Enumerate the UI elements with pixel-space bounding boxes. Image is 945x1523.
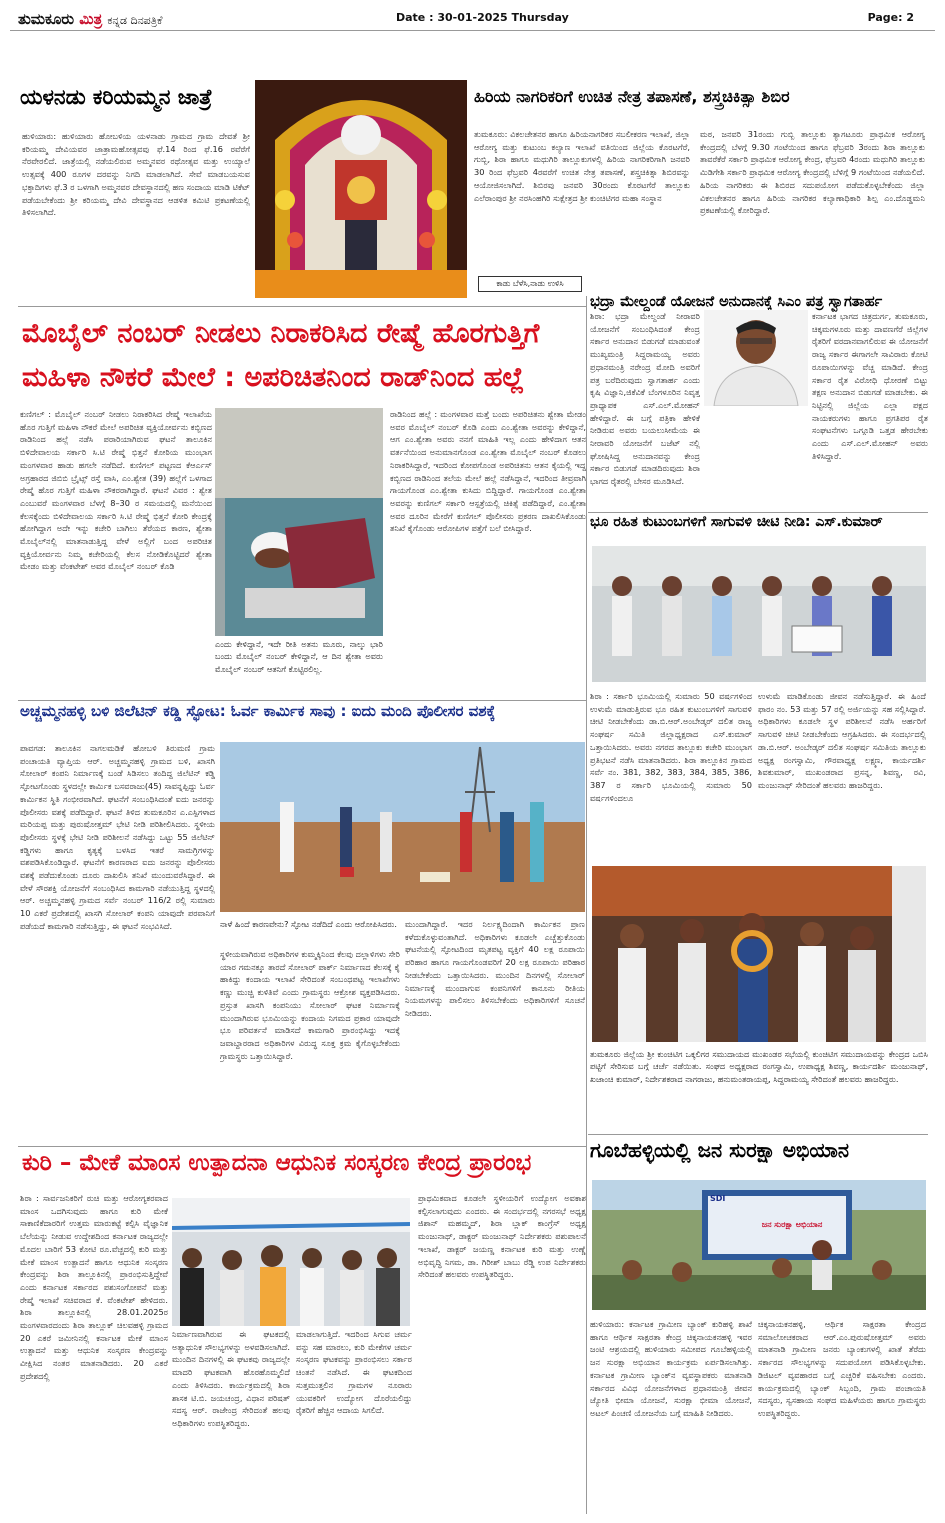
story8-col3: ಮಾಡಲಾಗುತ್ತಿದೆ. ಇದರಿಂದ ಸಿಗುವ ಚರ್ಮ ವನ್ನು ಸಹ ಮಾರಲು, ಕುರಿ ಮೇಕೆಗಳ ಚರ್ಮ ಸಂಸ್ಕರಣ ಘಟಕವನ್ನು ಪ್ರಾರಂಭಿಸಲು ಸರ್ಕಾರ ಚಿಂತನೆ ನಡೆಸಿದೆ. ಈ ಘಟಕದಿಂದ ಸುತ್ತಮುತ್ತಲಿನ ಗ್ರಾಮಗಳ ನೂರಾರು ಯುವಕರಿಗೆ ಉದ್ಯೋಗ ದೊರೆಯಲಿದ್ದು ರೈತರಿಗೆ ಹೆಚ್ಚಿನ ಆದಾಯ ಸಿಗಲಿದೆ. bbox=[296, 1329, 412, 1416]
jan-suraksha-photo-svg bbox=[592, 1180, 926, 1310]
story8-col1: ಶಿರಾ : ಸಾರ್ವಜನಿಕರಿಗೆ ರುಚಿ ಮತ್ತು ಆರೋಗ್ಯಕರವಾದ ಮಾಂಸ ಒದಗಿಸುವುದು ಹಾಗೂ ಕುರಿ ಮೇಕೆ ಸಾಕಾಣಿಕೆದಾರರಿಗೆ ಉತ್ತಮ ಮಾರುಕಟ್ಟೆ ಕಲ್ಪಿಸಿ ವೈಜ್ಞಾನಿಕ ಬೆಲೆಯನ್ನು ನೀಡುವ ಉದ್ದೇಶದಿಂದ ಕರ್ನಾಟಕ ರಾಜ್ಯದಲ್ಲೇ ಮೊದಲ ಬಾರಿಗೆ 53 ಕೋಟಿ ರೂ.ವೆಚ್ಚದಲ್ಲಿ ಕುರಿ ಮತ್ತು ಮೇಕೆ ಮಾಂಸ ಉತ್ಪಾದನೆ ಹಾಗೂ ಆಧುನಿಕ ಸಂಸ್ಕರಣ ಕೇಂದ್ರವನ್ನು ಶಿರಾ ತಾಲ್ಲೂಕಿನಲ್ಲಿ ಪ್ರಾರಂಭಿಸುತ್ತಿದ್ದೇವೆ ಎಂದು ಕರ್ನಾಟಕ ಸರ್ಕಾರದ ಪಶುಸಂಗೋಪನೆ ಮತ್ತು ರೇಷ್ಮೆ ಇಲಾಖೆ ಸಚಿವರಾದ ಕೆ. ವೆಂಕಟೇಶ್ ಹೇಳಿದರು. ಶಿರಾ ತಾಲ್ಲೂಕಿನಲ್ಲಿ 28.01.2025ರ ಮಂಗಳವಾರದಂದು ಶಿರಾ ತಾಲ್ಲೂಕ್ ಚಿಲವಹಳ್ಳಿ ಗ್ರಾಮದ 20 ಎಕರೆ ಜಮೀನಿನಲ್ಲಿ ಕರ್ನಾಟಕ ಮೇಕೆ ಮಾಂಸ ಉತ್ಪಾದನೆ ಮತ್ತು ಆಧುನಿಕ ಸಂಸ್ಕರಣ ಕೇಂದ್ರವನ್ನು ವೀಕ್ಷಿಸಿದ ನಂತರ ಮಾತನಾಡಿದರು. 20 ಎಕರೆ ಪ್ರದೇಶದಲ್ಲಿ bbox=[20, 1193, 168, 1381]
blast-site-photo-svg bbox=[220, 742, 585, 912]
story9-headline: ಗೂಬೆಹಳ್ಳಿಯಲ್ಲಿ ಜನ ಸುರಕ್ಷಾ ಅಭಿಯಾನ bbox=[590, 1138, 849, 1162]
story5-photo-caption: ನಾಳೆ ಹಿಂದೆ ಕಾರಣವೇನು? ಸ್ಫೋಟ ನಡೆದಿದೆ ಎಂದು ಆರೋಪಿಸಿದರು. bbox=[220, 919, 397, 929]
story2-headline: ಹಿರಿಯ ನಾಗರಿಕರಿಗೆ ಉಚಿತ ನೇತ್ರ ತಪಾಸಣೆ, ಶಸ್ತ್ರಚಿಕಿತ್ಸಾ ಶಿಬಿರ bbox=[474, 87, 790, 106]
temple-photo-svg bbox=[255, 80, 467, 298]
mohan-photo bbox=[704, 310, 808, 406]
story3-col-left: ಶಿರಾ: ಭದ್ರಾ ಮೇಲ್ದಂಡೆ ನೀರಾವರಿ ಯೋಜನೆಗೆ ಸಂಬಂಧಿಸಿದಂತೆ ಕೇಂದ್ರ ಸರ್ಕಾರ ಅನುದಾನ ಬಿಡುಗಡೆ ಮಾಡುವಂತೆ ಮುಖ್ಯಮಂತ್ರಿ ಸಿದ್ದರಾಮಯ್ಯ ಅವರು ಪ್ರಧಾನಮಂತ್ರಿ ನರೇಂದ್ರ ಮೋದಿ ಅವರಿಗೆ ಪತ್ರ ಬರೆದಿರುವುದು ಸ್ವಾಗತಾರ್ಹ ಎಂದು ಕೃಷಿ ವಿಜ್ಞಾನಿ,ಜಿಕೆವಿಕೆ ಬೆಂಗಳೂರಿನ ನಿವೃತ್ತ ಪ್ರಾಧ್ಯಾಪಕ ಎಸ್.ಎಲ್.ಮೋಹನ್ ಹೇಳಿದ್ದಾರೆ. ಈ ಬಗ್ಗೆ ಪತ್ರಿಕಾ ಹೇಳಿಕೆ ನೀಡಿರುವ ಅವರು ಬಯಲುಸೀಮೆಯ ಈ ನೀರಾವರಿ ಯೋಜನೆಗೆ ಬಜೆಟ್ ನಲ್ಲಿ ಘೋಷಿಸಿದ್ದ ಅನುದಾನವನ್ನು ಕೇಂದ್ರ ಸರ್ಕಾರ ಬಿಡುಗಡೆ ಮಾಡದಿರುವುದು ಶಿರಾ ಭಾಗದ ರೈತರಲ್ಲಿ ಬೇಸರ ಮೂಡಿಸಿದೆ. bbox=[590, 311, 700, 487]
story5-col1: ಪಾವಗಡ: ತಾಲೂಕಿನ ನಾಗಲಮಡಿಕೆ ಹೋಬಳಿ ತಿರುಮಣಿ ಗ್ರಾಮ ಪಂಚಾಯತಿ ವ್ಯಾಪ್ತಿಯ ಆರ್. ಅಚ್ಚಮ್ಮನಹಳ್ಳಿ ಗ್ರಾಮದ ಬಳಿ, ಖಾಸಗಿ ಸೋಲಾರ್ ಕಂಪನಿ ನಿರ್ಮಾಣಕ್ಕೆ ಬಂಡೆ ಸಿಡಿಸಲು ತಂದಿದ್ದ ಜಿಲೆಟಿನ್ ಕಡ್ಡಿ ಸ್ಫೋಟಗೊಂಡು ಸ್ಥಳದಲ್ಲೇ ಕಾರ್ಮಿಕ ಬಸವರಾಜು(45) ಸಾವನ್ನಪ್ಪಿದ್ದು ಓರ್ವ ಕಾರ್ಮಿಕನ ಸ್ಥಿತಿ ಗಂಭೀರವಾಗಿದೆ. ಘಟನೆಗೆ ಸಂಬಂಧಿಸಿದಂತೆ ಐದು ಜನರನ್ನು ಪೊಲೀಸರು ವಶಕ್ಕೆ ಪಡೆದಿದ್ದಾರೆ. ಘಟನೆ ತಿಳಿದ ತುಮಕೂರಿನ ಎ.ಎಸ್ಪಿಗಳಾದ ಮರಿಯಪ್ಪ ಮತ್ತು ಪುರುಷೋತ್ತಮ್ ಭೇಟಿ ನೀಡಿ ಪರಿಶೀಲಿಸಿದರು. ಸ್ಥಳೀಯ ಪೊಲೀಸರು ಸ್ಥಳಕ್ಕೆ ಭೇಟಿ ನೀಡಿ ಪರಿಶೀಲನೆ ನಡೆಸಿದ್ದು ಒಟ್ಟು 55 ಜಿಲೆಟಿನ್ ಕಡ್ಡಿಗಳು ಹಾಗೂ ಕೃತ್ಯಕ್ಕೆ ಬಳಸಿದ ಇತರೆ ಸಾಮಗ್ರಿಗಳನ್ನು ವಶಪಡಿಸಿಕೊಂಡಿದ್ದಾರೆ. ಘಟನೆಗೆ ಕಾರಣರಾದ ಐದು ಜನರನ್ನು ಪೊಲೀಸರು ವಶಕ್ಕೆ ಪಡೆದುಕೊಂಡು ದೂರು ದಾಖಲಿಸಿ ತನಿಖೆ ಮುಂದುವರೆಸಿದ್ದಾರೆ. ಈ ವೇಳೆ ಸೌರಶಕ್ತಿ ಯೋಜನೆಗೆ ಸಂಬಂಧಿಸಿದ ಕಾಮಗಾರಿ ನಡೆಯುತ್ತಿದ್ದ ಸ್ಥಳದಲ್ಲಿ ಆರ್. ಅಚ್ಚಮ್ಮನಹಳ್ಳಿ ಗ್ರಾಮದ ಸರ್ವೆ ನಂಬರ್ 116/2 ರಲ್ಲಿ ಸುಮಾರು 10 ಎಕರೆ ಪ್ರದೇಶದಲ್ಲಿ ಖಾಸಗಿ ಸೋಲಾರ್ ಕಂಪನಿ ಯಾವುದೇ ಪರವಾನಿಗೆ ಪಡೆಯದೆ ಕಾಮಗಾರಿ ನಡೆಸುತ್ತಿದ್ದು, ಈ ಘಟನೆ ಸಂಭವಿಸಿದೆ. bbox=[20, 743, 215, 931]
story5-headline: ಅಚ್ಚಮ್ಮನಹಳ್ಳಿ ಬಳಿ ಜಿಲೆಟಿನ್ ಕಡ್ಡಿ ಸ್ಫೋಟ: ಓರ್ವ ಕಾರ್ಮಿಕ ಸಾವು : ಐದು ಮಂದಿ ಪೊಲೀಸರ ವಶಕ್ಕೆ bbox=[20, 702, 496, 720]
story7-caption: ತುಮಕೂರು ಜಿಲ್ಲೆಯ ಶ್ರೀ ಕುಂಚಿಟಿಗ ಒಕ್ಕಲಿಗರ ಸಮುದಾಯದ ಮುಖಂಡರ ಸಭೆಯಲ್ಲಿ ಕುಂಚಿಟಿಗ ಸಮುದಾಯವನ್ನು ಕೇಂದ್ರದ ಒಬಿಸಿ ಪಟ್ಟಿಗೆ ಸೇರಿಸುವ ಬಗ್ಗೆ ಚರ್ಚೆ ನಡೆಯಿತು. ಸಂಘದ ಅಧ್ಯಕ್ಷರಾದ ರಂಗಸ್ವಾಮಿ, ಉಪಾಧ್ಯಕ್ಷ ಶಿವಣ್ಣ, ಕಾರ್ಯದರ್ಶಿ ಮಂಜುನಾಥ್, ಖಜಾಂಚಿ ಕುಮಾರ್, ನಿರ್ದೇಶಕರಾದ ನಾಗರಾಜು, ಹನುಮಂತರಾಯಪ್ಪ, ಸಿದ್ದರಾಮಯ್ಯ ಸೇರಿದಂತೆ ಹಲವರು ಹಾಜರಿದ್ದರು. bbox=[590, 1049, 928, 1084]
story6-col1: ಶಿರಾ : ಸರ್ಕಾರಿ ಭೂಮಿಯಲ್ಲಿ ಸುಮಾರು 50 ವರ್ಷಗಳಿಂದ ಉಳುಮೆ ಮಾಡುತ್ತಿರುವ ಭೂ ರಹಿತ ಕುಟುಂಬಗಳಿಗೆ ಸಾಗುವಳಿ ಚೀಟಿ ನೀಡಬೇಕೆಂದು ಡಾ.ಬಿ.ಆರ್.ಅಂಬೇಡ್ಕರ್ ದಲಿತ ರಾಜ್ಯ ಸಂಘರ್ಷ ಸಮಿತಿ ಜಿಲ್ಲಾಧ್ಯಕ್ಷರಾದ ಎಸ್.ಕುಮಾರ್ ಒತ್ತಾಯಿಸಿದರು. ಅವರು ನಗರದ ತಾಲ್ಲೂಕು ಕಚೇರಿ ಮುಂಭಾಗ ಪ್ರತಿಭಟನೆ ನಡೆಸಿ ಮಾತನಾಡಿದರು. ಶಿರಾ ತಾಲ್ಲೂಕಿನ ಗ್ರಾಮದ ಸರ್ವೆ ನಂ. 381, 382, 383, 384, 385, 386, 387 ರ ಸರ್ಕಾರಿ ಭೂಮಿಯಲ್ಲಿ ಸುಮಾರು 50 ವರ್ಷಗಳಿಂದಲೂ bbox=[590, 691, 752, 803]
story6-col2: ಉಳುಮೆ ಮಾಡಿಕೊಂಡು ಜೀವನ ನಡೆಸುತ್ತಿದ್ದಾರೆ. ಈ ಹಿಂದೆ ಫಾರಂ ನಂ. 53 ಮತ್ತು 57 ರಲ್ಲಿ ಅರ್ಜಿಯನ್ನು ಸಹ ಸಲ್ಲಿಸಿದ್ದಾರೆ. ಅಧಿಕಾರಿಗಳು ಕೂಡಲೇ ಸ್ಥಳ ಪರಿಶೀಲನೆ ನಡೆಸಿ ಅರ್ಹರಿಗೆ ಸಾಗುವಳಿ ಚೀಟಿ ನೀಡಬೇಕೆಂದು ಆಗ್ರಹಿಸಿದರು. ಈ ಸಂದರ್ಭದಲ್ಲಿ ಡಾ.ಬಿ.ಆರ್. ಅಂಬೇಡ್ಕರ್ ದಲಿತ ಸಂಘರ್ಷ ಸಮಿತಿಯ ತಾಲ್ಲೂಕು ಅಧ್ಯಕ್ಷ ರಂಗಸ್ವಾಮಿ, ಗೌರವಾಧ್ಯಕ್ಷ ಲಕ್ಷ್ಮಣ, ಕಾರ್ಯದರ್ಶಿ ಶಿವಕುಮಾರ್, ಮುಖಂಡರಾದ ಪ್ರಸನ್ನ, ಶಿವಣ್ಣ, ರವಿ, ಮಂಜುನಾಥ್ ಸೇರಿದಂತೆ ಹಲವರು ಹಾಜರಿದ್ದರು. bbox=[758, 691, 926, 790]
community-meeting-photo bbox=[592, 866, 926, 1042]
land-protest-photo-svg bbox=[592, 546, 926, 682]
masthead-date: Date : 30-01-2025 Thursday bbox=[396, 11, 569, 24]
story4-col1: ಕುಣಿಗಲ್ : ಮೊಬೈಲ್ ನಂಬರ್ ನೀಡಲು ನಿರಾಕರಿಸಿದ ರೇಷ್ಮೆ ಇಲಾಖೆಯ ಹೊರ ಗುತ್ತಿಗೆ ಮಹಿಳಾ ನೌಕರೆ ಮೇಲೆ ಅಪರಿಚಿತ ವ್ಯಕ್ತಿಯೋರ್ವನು ಕಬ್ಬಿಣದ ರಾಡಿನಿಂದ ಹಲ್ಲೆ ನಡೆಸಿ ಪರಾರಿಯಾಗಿರುವ ಘಟನೆ ತಾಲೂಕಿನ ಬಿಳಿದೇವಾಲಯ ಸರ್ಕಾರಿ ಸಿ.ಟಿ ರೇಷ್ಮೆ ಭಿತ್ತನೆ ಕೋಠಿಯ ಮುಂಭಾಗ ಮಂಗಳವಾರ ಹಾಡು ಹಗಲೇ ನಡೆದಿದೆ. ಕುಣಿಗಲ್ ಪಟ್ಟಣದ ಕೆಆರ್ಎಸ್ ಅಗ್ರಹಾರದ ಜಿಬಿಬಿ ಬ್ರೈಟ್ಸ್ ರಸ್ತೆ ವಾಸಿ, ಎಂ.ಶ್ವೇತ (39) ಹಲ್ಲೆಗೆ ಒಳಗಾದ ರೇಷ್ಮೆ ಹೊರ ಗುತ್ತಿಗೆ ಮಹಿಳಾ ನೌಕರರಾಗಿದ್ದಾರೆ. ಘಟನೆ ವಿವರ : ಶ್ವೇತ ಎಂಬುವರೆ ಮಂಗಳವಾರ ಬೆಳಗ್ಗೆ 8–30 ರ ಸಮಯದಲ್ಲಿ ಮನೆಯಿಂದ ಕೆಲಸಕ್ಕೆಂದು ಬಿಳಿದೇವಾಲಯ ಸರ್ಕಾರಿ ಸಿ.ಟಿ ರೇಷ್ಮೆ ಭಿತ್ತನೆ ಕೋಠಿ ಕೇಂದ್ರಕ್ಕೆ ಹೋಗಿದ್ದಾಗ ಅದೇ ಇನ್ನು ಕಚೇರಿ ಬಾಗಿಲು ತೆರೆಯದ ಕಾರಣ, ಶ್ವೇತಾ ಮೊಬೈಲ್‌ನಲ್ಲಿ ಮಾತನಾಡುತ್ತಿದ್ದ ವೇಳೆ ಅಲ್ಲಿಗೆ ಬಂದ ಅಪರಿಚಿತ ವ್ಯಕ್ತಿಯೋರ್ವನು ನಿಮ್ಮ ಕಚೇರಿಯಲ್ಲಿ ಕೆಲಸ ನೋಡಿಕೊಟ್ಟಿದರೆ ಶ್ವೇತಾ ಮೇಡಂ ಮತ್ತು ವೆಂಕಟೇಶ್ ಅವರ ಮೊಬೈಲ್ ನಂಬರ್ ಕೊಡಿ bbox=[20, 409, 212, 572]
story8-col4: ಪ್ರಾಥಮಿಕವಾದ ಕೂಡಲೇ ಸ್ಥಳೀಯರಿಗೆ ಉದ್ಯೋಗ ಅವಕಾಶ ಕಲ್ಪಿಸಲಾಗುವುದು ಎಂದರು. ಈ ಸಂದರ್ಭದಲ್ಲಿ ನಗರಸಭೆ ಅಧ್ಯಕ್ಷ ಜಿಶಾನ್ ಮಹಮ್ಮದ್, ಶಿರಾ ಬ್ಲಾಕ್ ಕಾಂಗ್ರೆಸ್ ಅಧ್ಯಕ್ಷ ಮಂಜುನಾಥ್, ಡಾಕ್ಟರ್ ಮಂಜುನಾಥ್ ನಿರ್ದೇಶಕರು ಪಶುಪಾಲನೆ ಇಲಾಖೆ, ಡಾಕ್ಟರ್ ಜಯಣ್ಣ ಕರ್ನಾಟಕ ಕುರಿ ಮತ್ತು ಉಣ್ಣೆ ಅಭಿವೃದ್ಧಿ ನಿಗಮ, ಡಾ. ಗಿರೀಶ್ ಬಾಬು ರೆಡ್ಡಿ ಉಪ ನಿರ್ದೇಶಕರು ಸೇರಿದಂತೆ ಹಲವರು ಉಪಸ್ಥಿತರಿದ್ದರು. bbox=[418, 1193, 586, 1280]
logo-part2: ಮಿತ್ರ bbox=[79, 10, 103, 28]
story1-headline: ಯಳನಡು ಕರಿಯಮ್ಮನ ಜಾತ್ರೆ bbox=[20, 85, 213, 109]
masthead-rule bbox=[10, 30, 935, 31]
story9-col2: ಚಿಕ್ಕನಾಯಕನಹಳ್ಳಿ, ಆರ್ಥಿಕ ಸಾಕ್ಷರತಾ ಕೇಂದ್ರದ ಸಮಾಲೋಚಕರಾದ ಆರ್.ಎಂ.ಪುರುಷೋತ್ತಮ್ ಅವರು ಮಾತನಾಡಿ ಗ್ರಾಮೀಣ ಜನರು ಬ್ಯಾಂಕುಗಳಲ್ಲಿ ಖಾತೆ ತೆರೆದು ಸರ್ಕಾರದ ಸೌಲಭ್ಯಗಳನ್ನು ಸದುಪಯೋಗ ಪಡಿಸಿಕೊಳ್ಳಬೇಕು. ಡಿಜಿಟಲ್ ವ್ಯವಹಾರದ ಬಗ್ಗೆ ಎಚ್ಚರಿಕೆ ವಹಿಸಬೇಕು ಎಂದರು. ಕಾರ್ಯಕ್ರಮದಲ್ಲಿ ಬ್ಯಾಂಕ್ ಸಿಬ್ಬಂದಿ, ಗ್ರಾಮ ಪಂಚಾಯತಿ ಸದಸ್ಯರು, ಸ್ವಸಹಾಯ ಸಂಘದ ಮಹಿಳೆಯರು ಹಾಗೂ ಗ್ರಾಮಸ್ಥರು ಉಪಸ್ಥಿತರಿದ್ದರು. bbox=[758, 1319, 926, 1418]
divider-above-story4 bbox=[18, 306, 586, 307]
story1-body: ಹುಳಿಯಾರು: ಹುಳಿಯಾರು ಹೋಬಳಿಯ ಯಳನಾಡು ಗ್ರಾಮದ ಗ್ರಾಮ ದೇವತೆ ಶ್ರೀ ಕರಿಯಮ್ಮ ದೇವಿಯವರ ಜಾತ್ರಾಮಹೋತ್ಸವವು ಫೆ.14 ರಿಂದ ಫೆ.16 ರವೆರೆಗೆ ನೆರವೇರಲಿದೆ. ಜಾತ್ರೆಯಲ್ಲಿ ನಡೆಯಲಿರುವ ಅಮ್ಮನವರ ರಥೋತ್ಸವ ಮತ್ತು ಉಯ್ಯಾಲೆ ಉತ್ಸವಕ್ಕೆ 400 ರೂಗಳ ದರವನ್ನು ನಿಗದಿ ಮಾಡಲಾಗಿದೆ. ಸೇವೆ ಮಾಡಬಯಸುವ ಭಕ್ತಾದಿಗಳು ಫೆ.3 ರ ಒಳಗಾಗಿ ಅಮ್ಮನವರ ದೇವಸ್ಥಾನದಲ್ಲಿ ಹಣ ಸಂದಾಯ ಮಾಡಿ ಟಿಕೆಟ್ ಪಡೆಯಬೇಕೆಂದು ಶ್ರೀ ಕರಿಯಮ್ಮ ದೇವಿ ದೇವಸ್ಥಾನದ ಆಡಳಿತ ಕಮಿಟಿ ಪ್ರಕಟಣೆಯಲ್ಲಿ ತಿಳಿಸಲಾಗಿದೆ. bbox=[22, 131, 250, 218]
meat-plant-photo bbox=[172, 1198, 410, 1326]
jan-suraksha-photo bbox=[592, 1180, 926, 1310]
masthead-page: Page: 2 bbox=[867, 11, 914, 24]
story5-col3: ಮುಂದಾಗಿದ್ದಾರೆ. ಇದರ ನಿರ್ಲಕ್ಷ್ಯದಿಂದಾಗಿ ಕಾರ್ಮಿಕನ ಪ್ರಾಣ ಕಳೆದುಕೊಳ್ಳುವಂತಾಗಿದೆ. ಅಧಿಕಾರಿಗಳು ಕೂಡಲೇ ಎಚ್ಚೆತ್ತುಕೊಂಡು ಘಟನೆಯಲ್ಲಿ ಸ್ಫೋಟದಿಂದ ಮೃತಪಟ್ಟ ವ್ಯಕ್ತಿಗೆ 40 ಲಕ್ಷ ರೂಪಾಯಿ ಪರಿಹಾರ ಹಾಗೂ ಗಾಯಗೊಂಡವರಿಗೆ 20 ಲಕ್ಷ ರೂಪಾಯಿ ಪರಿಹಾರ ನೀಡಬೇಕೆಂದು ಒತ್ತಾಯಿಸಿದರು. ಮುಂದಿನ ದಿನಗಳಲ್ಲಿ ಸೋಲಾರ್ ನಿರ್ಮಾಣಕ್ಕೆ ಮುಂದಾಗುವ ಕಂಪನಿಗಳಿಗೆ ಕಾನೂನು ರೀತಿಯ ನಿಯಮಗಳನ್ನು ಪಾಲಿಸಲು ತಿಳಿಸಬೇಕೆಂದು ಅಧಿಕಾರಿಗಳಿಗೆ ಸೂಚನೆ ನೀಡಿದರು. bbox=[405, 919, 585, 1018]
story4-col2: ರಾಡಿನಿಂದ ಹಲ್ಲೆ : ಮಂಗಳವಾರ ಮತ್ತೆ ಬಂದು ಅಪರಿಚಿತನು ಶ್ವೇತಾ ಮೇಡಂ ಅವರ ಮೊಬೈಲ್ ನಂಬರ್ ಕೊಡಿ ಎಂದು ಎಂ.ಶ್ವೇತಾ ಅವರನ್ನು ಕೇಳಿದ್ದಾನೆ, ಆಗ ಎಂ.ಶ್ವೇತಾ ಅವರು ನನಗೆ ಮಾಹಿತಿ ಇಲ್ಲ ಎಂದು ಹೇಳಿದಾಗ ಆತನ ವರ್ತನೆಯಿಂದ ಅನುಮಾನಗೊಂಡ ಎಂ.ಶ್ವೇತಾ ಮೊಬೈಲ್ ನಂಬರ್ ಕೊಡಲು ನಿರಾಕರಿಸಿದ್ದಾರೆ, ಇದರಿಂದ ಕೋಪಗೊಂಡ ಅಪರಿಚಿತನು ಆತನ ಕೈಯಲ್ಲಿ ಇದ್ದ ಕಬ್ಬಿಣದ ರಾಡಿನಿಂದ ತಲೆಯ ಮೇಲೆ ಹಲ್ಲೆ ನಡೆಸಿದ್ದಾನೆ, ಇದರಿಂದ ತೀವ್ರವಾಗಿ ಗಾಯಗೊಂಡ ಎಂ.ಶ್ವೇತಾ ಕುಸಿದು ಬಿದ್ದಿದ್ದಾರೆ. ಗಾಯಗೊಂಡ ಎಂ.ಶ್ವೇತಾ ಅವರನ್ನು ಕುಣಿಗಲ್ ಸರ್ಕಾರಿ ಆಸ್ಪತ್ರೆಯಲ್ಲಿ ಚಿಕಿತ್ಸೆ ಪಡೆದಿದ್ದಾರೆ, ಎಂ.ಶ್ವೇತಾ ಅವರ ದೂರಿನ ಮೇರೆಗೆ ಕುಣಿಗಲ್ ಪೊಲೀಸರು ಪ್ರಕರಣ ದಾಖಲಿಸಿಕೊಂಡು ತನಿಖೆ ಕೈಗೊಂಡು ಆರೋಪಿಗಳ ಪತ್ತೆಗೆ ಬಲೆ ಬೀಸಿದ್ದಾರೆ. bbox=[390, 409, 586, 534]
divider-above-story6 bbox=[588, 512, 928, 513]
story3-headline: ಭದ್ರಾ ಮೇಲ್ದಂಡೆ ಯೋಜನೆ ಅನುದಾನಕ್ಕೆ ಸಿಎಂ ಪತ್ರ ಸ್ವಾಗತಾರ್ಹ bbox=[590, 294, 883, 310]
divider-above-story5 bbox=[18, 700, 586, 701]
story9-col1: ಹುಳಿಯಾರು: ಕರ್ನಾಟಕ ಗ್ರಾಮೀಣ ಬ್ಯಾಂಕ್ ಕುರಿಹಳ್ಳಿ ಶಾಖೆ ಹಾಗೂ ಆರ್ಥಿಕ ಸಾಕ್ಷರತಾ ಕೇಂದ್ರ ಚಿಕ್ಕನಾಯಕನಹಳ್ಳಿ ಇವರ ಜಂಟಿ ಆಶ್ರಯದಲ್ಲಿ ಹುಳಿಯಾರು ಸಮೀಪದ ಗೂಬೆಹಳ್ಳಿಯಲ್ಲಿ ಜನ ಸುರಕ್ಷಾ ಅಭಿಯಾನ ಕಾರ್ಯಕ್ರಮ ಏರ್ಪಡಿಸಲಾಗಿತ್ತು. ಕರ್ನಾಟಕ ಗ್ರಾಮೀಣ ಬ್ಯಾಂಕ್‌ನ ವ್ಯವಸ್ಥಾಪಕರು ಮಾತನಾಡಿ ಸರ್ಕಾರದ ವಿವಿಧ ಯೋಜನೆಗಳಾದ ಪ್ರಧಾನಮಂತ್ರಿ ಜೀವನ ಜ್ಯೋತಿ ಭೀಮಾ ಯೋಜನೆ, ಸುರಕ್ಷಾ ಭೀಮಾ ಯೋಜನೆ, ಅಟಲ್ ಪಿಂಚಣಿ ಯೋಜನೆಯ ಬಗ್ಗೆ ಮಾಹಿತಿ ನೀಡಿದರು. bbox=[590, 1319, 752, 1418]
tag-box: ಕಾಡು ಬೆಳೆಸಿ,ನಾಡು ಉಳಿಸಿ bbox=[478, 276, 582, 292]
masthead bbox=[18, 8, 928, 30]
temple-photo bbox=[255, 80, 467, 298]
logo-tagline: ಕನ್ನಡ ದಿನಪತ್ರಿಕೆ bbox=[107, 14, 163, 27]
story6-headline: ಭೂ ರಹಿತ ಕುಟುಂಬಗಳಿಗೆ ಸಾಗುವಳಿ ಚೀಟಿ ನೀಡಿ: ಎಸ್.ಕುಮಾರ್ bbox=[590, 514, 883, 530]
story3-col-right: ಕರ್ನಾಟಕ ಭಾಗದ ಚಿತ್ರದುರ್ಗ, ತುಮಕೂರು, ಚಿಕ್ಕಮಗಳೂರು ಮತ್ತು ದಾವಣಗೆರೆ ಜಿಲ್ಲೆಗಳ ರೈತರಿಗೆ ವರದಾನವಾಗಲಿರುವ ಈ ಯೋಜನೆಗೆ ರಾಜ್ಯ ಸರ್ಕಾರ ಈಗಾಗಲೇ ಸಾವಿರಾರು ಕೋಟಿ ರೂಪಾಯಿಗಳನ್ನು ವೆಚ್ಚ ಮಾಡಿದೆ. ಕೇಂದ್ರ ಸರ್ಕಾರ ರೈತ ವಿರೋಧಿ ಧೋರಣೆ ಬಿಟ್ಟು ತಕ್ಷಣ ಅನುದಾನ ಬಿಡುಗಡೆ ಮಾಡಬೇಕು. ಈ ನಿಟ್ಟಿನಲ್ಲಿ ಜಿಲ್ಲೆಯ ಎಲ್ಲಾ ಪಕ್ಷದ ನಾಯಕರುಗಳು ಹಾಗೂ ಪ್ರಗತಿಪರ ರೈತ ಸಂಘಟನೆಗಳು ಒಗ್ಗೂಡಿ ಒತ್ತಡ ಹೇರಬೇಕು ಎಂದು ಎಸ್.ಎಲ್.ಮೋಹನ್ ಅವರು ತಿಳಿಸಿದ್ದಾರೆ. bbox=[812, 311, 928, 461]
story4-headline-line2: ಮಹಿಳಾ ನೌಕರೆ ಮೇಲೆ : ಅಪರಿಚಿತನಿಂದ ರಾಡ್‌ನಿಂದ ಹಲ್ಲೆ bbox=[22, 362, 525, 393]
logo-part1: ತುಮಕೂರು bbox=[18, 10, 75, 28]
blast-site-photo bbox=[220, 742, 585, 912]
story8-headline: ಕುರಿ – ಮೇಕೆ ಮಾಂಸ ಉತ್ಪಾದನಾ ಆಧುನಿಕ ಸಂಸ್ಕರಣ ಕೇಂದ್ರ ಪ್ರಾರಂಭ bbox=[22, 1150, 532, 1176]
meat-plant-photo-svg bbox=[172, 1198, 410, 1326]
community-meeting-photo-svg bbox=[592, 866, 926, 1042]
story2-col2: ಮಠ, ಜನವರಿ 31ರಂದು ಗುಬ್ಬಿ ತಾಲ್ಲೂಕು ತ್ಯಾಗಟೂರು ಪ್ರಾಥಮಿಕ ಆರೋಗ್ಯ ಕೇಂದ್ರದಲ್ಲಿ ಬೆಳಗ್ಗೆ 9.30 ಗಂಟೆಯಿಂದ ಹಾಗೂ ಫೆಬ್ರವರಿ 3ರಂದು ಶಿರಾ ತಾಲ್ಲೂಕು ತಾವರೆಕೆರೆ ಸರ್ಕಾರಿ ಪ್ರಾಥಮಿಕ ಆರೋಗ್ಯ ಕೇಂದ್ರ, ಫೆಬ್ರವರಿ 4ರಂದು ಮಧುಗಿರಿ ತಾಲ್ಲೂಕು ಮಿಡಿಗೇಶಿ ಸರ್ಕಾರಿ ಪ್ರಾಥಮಿಕ ಆರೋಗ್ಯ ಕೇಂದ್ರದಲ್ಲಿ ಬೆಳಿಗ್ಗೆ 9 ಗಂಟೆಯಿಂದ ನಡೆಯಲಿದೆ. ಹಿರಿಯ ನಾಗರಿಕರು ಈ ಶಿಬಿರದ ಸದುಪಯೋಗ ಪಡೆದುಕೊಳ್ಳಬೇಕೆಂದು ಜಿಲ್ಲಾ ವಿಕಲಚೇತನರ ಹಾಗೂ ಹಿರಿಯ ನಾಗರಿಕರ ಕಲ್ಯಾಣಾಧಿಕಾರಿ ಶಿಲ್ಪ ಎಂ.ದೊಡ್ಡಮನಿ ಪ್ರಕಟಣೆಯಲ್ಲಿ ಕೋರಿದ್ದಾರೆ. bbox=[700, 129, 925, 216]
story2-col1: ತುಮಕೂರು: ವಿಕಲಚೇತನರ ಹಾಗೂ ಹಿರಿಯನಾಗರಿಕರ ಸಬಲೀಕರಣ ಇಲಾಖೆ, ಜಿಲ್ಲಾ ಆರೋಗ್ಯ ಮತ್ತು ಕುಟುಂಬ ಕಲ್ಯಾಣ ಇಲಾಖೆ ವತಿಯಿಂದ ಜಿಲ್ಲೆಯ ಕೊರಟಗೆರೆ, ಗುಬ್ಬಿ, ಶಿರಾ ಹಾಗೂ ಮಧುಗಿರಿ ತಾಲ್ಲೂಕುಗಳಲ್ಲಿ ಹಿರಿಯ ನಾಗರಿಕರಿಗಾಗಿ ಜನವರಿ 30 ರಿಂದ ಫೆಬ್ರವರಿ 4ರವರೆಗೆ ಉಚಿತ ನೇತ್ರ ತಪಾಸಣೆ, ಶಸ್ತ್ರಚಿಕಿತ್ಸಾ ಶಿಬಿರವನ್ನು ಆಯೋಜಿಸಲಾಗಿದೆ. ಶಿಬಿರವು ಜನವರಿ 30ರಂದು ಕೊರಟಗೆರೆ ತಾಲ್ಲೂಕು ಎಲೆರಾಂಪುರ ಶ್ರೀ ನರಸಿಂಹಗಿರಿ ಸುಕ್ಷೇತ್ರದ ಶ್ರೀ ಕುಂಚಿಟಿಗರ ಮಹಾ ಸಂಸ್ಥಾನ bbox=[474, 129, 690, 203]
hospital-photo bbox=[215, 408, 383, 636]
right-column-divider bbox=[586, 296, 587, 1514]
divider-above-story9 bbox=[588, 1134, 928, 1135]
story8-col2: ನಿರ್ಮಾಣವಾಗಿರುವ ಈ ಘಟಕದಲ್ಲಿ ಅತ್ಯಾಧುನಿಕ ಸೌಲಭ್ಯಗಳನ್ನು ಅಳವಡಿಸಲಾಗಿದೆ. ಮುಂದಿನ ದಿನಗಳಲ್ಲಿ ಈ ಘಟಕವು ರಾಜ್ಯದಲ್ಲೇ ಮಾದರಿ ಘಟಕವಾಗಿ ಹೊರಹೊಮ್ಮಲಿದೆ ಎಂದು ತಿಳಿಸಿದರು. ಕಾರ್ಯಕ್ರಮದಲ್ಲಿ ಶಿರಾ ಶಾಸಕ ಟಿ.ಬಿ. ಜಯಚಂದ್ರ, ವಿಧಾನ ಪರಿಷತ್ ಸದಸ್ಯ ಆರ್. ರಾಜೇಂದ್ರ ಸೇರಿದಂತೆ ಹಲವು ಅಧಿಕಾರಿಗಳು ಉಪಸ್ಥಿತರಿದ್ದರು. bbox=[172, 1329, 290, 1428]
story4-photo-caption: ಎಂದು ಕೇಳಿದ್ದಾನೆ, ಇದೇ ರೀತಿ ಅತನು ಮೂರು, ನಾಲ್ಕು ಭಾರಿ ಬಂದು ಮೊಬೈಲ್ ನಂಬರ್ ಕೇಳಿದ್ದಾನೆ, ಆ ದಿನ ಶ್ವೇತಾ ಅವರು ಮೊಬೈಲ್ ನಂಬರ್ ಆತನಿಗೆ ಕೊಟ್ಟಿರಲಿಲ್ಲ. bbox=[215, 639, 383, 674]
banner-text: ಜನ ಸುರಕ್ಷಾ ಅಭಿಯಾನ bbox=[761, 1220, 823, 1229]
divider-above-story8 bbox=[18, 1146, 586, 1147]
land-protest-photo bbox=[592, 546, 926, 682]
mohan-photo-svg bbox=[704, 310, 808, 406]
masthead-logo bbox=[18, 10, 162, 28]
banner-sdi: SDI bbox=[710, 1194, 726, 1203]
hospital-photo-svg bbox=[215, 408, 383, 636]
story4-headline-line1: ಮೊಬೈಲ್ ನಂಬರ್ ನೀಡಲು ನಿರಾಕರಿಸಿದ ರೇಷ್ಮೆ ಹೊರಗುತ್ತಿಗೆ bbox=[22, 318, 540, 349]
story5-col2: ಸ್ಥಳೀಯವಾಗಿರುವ ಅಧಿಕಾರಿಗಳ ಕುಮ್ಮಕ್ಕಿನಿಂದ ಕೆಲವು ದಲ್ಲಾಳಿಗಳು ಸೇರಿ ಯಾರ ಗಮನಕ್ಕೂ ತಾರದೆ ಸೋಲಾರ್ ಪಾರ್ಕ್ ನಿರ್ಮಾಣದ ಕೆಲಸಕ್ಕೆ ಕೈ ಹಾಕಿದ್ದು ಕಂದಾಯ ಇಲಾಖೆ ಸೇರಿದಂತೆ ಸಂಬಂಧಪಟ್ಟ ಇಲಾಖೆಗಳು ಕಣ್ಣು ಮುಚ್ಚಿ ಕುಳಿತಿವೆ ಎಂದು ಗ್ರಾಮಸ್ಥರು ಆಕ್ರೋಶ ವ್ಯಕ್ತಪಡಿಸಿದರು. ಪ್ರಸ್ತುತ ಖಾಸಗಿ ಕಂಪನಿಯು ಸೋಲಾರ್ ಘಟಕ ನಿರ್ಮಾಣಕ್ಕೆ ಮುಂದಾಗಿರುವ ಭೂಮಿಯನ್ನು ಕಂದಾಯ ನಿಗಮದ ಪ್ರಕಾರ ಯಾವುದೇ ಭೂ ಪರಿವರ್ತನೆ ಮಾಡಿಸದೆ ಕಾಮಗಾರಿ ಪ್ರಾರಂಭಿಸಿದ್ದು ಇದಕ್ಕೆ ಜವಾಬ್ದಾರರಾದ ಅಧಿಕಾರಿಗಳ ವಿರುದ್ಧ ಸೂಕ್ತ ಕ್ರಮ ಕೈಗೊಳ್ಳಬೇಕೆಂದು ಗ್ರಾಮಸ್ಥರು ಒತ್ತಾಯಿಸಿದ್ದಾರೆ. bbox=[220, 949, 400, 1061]
